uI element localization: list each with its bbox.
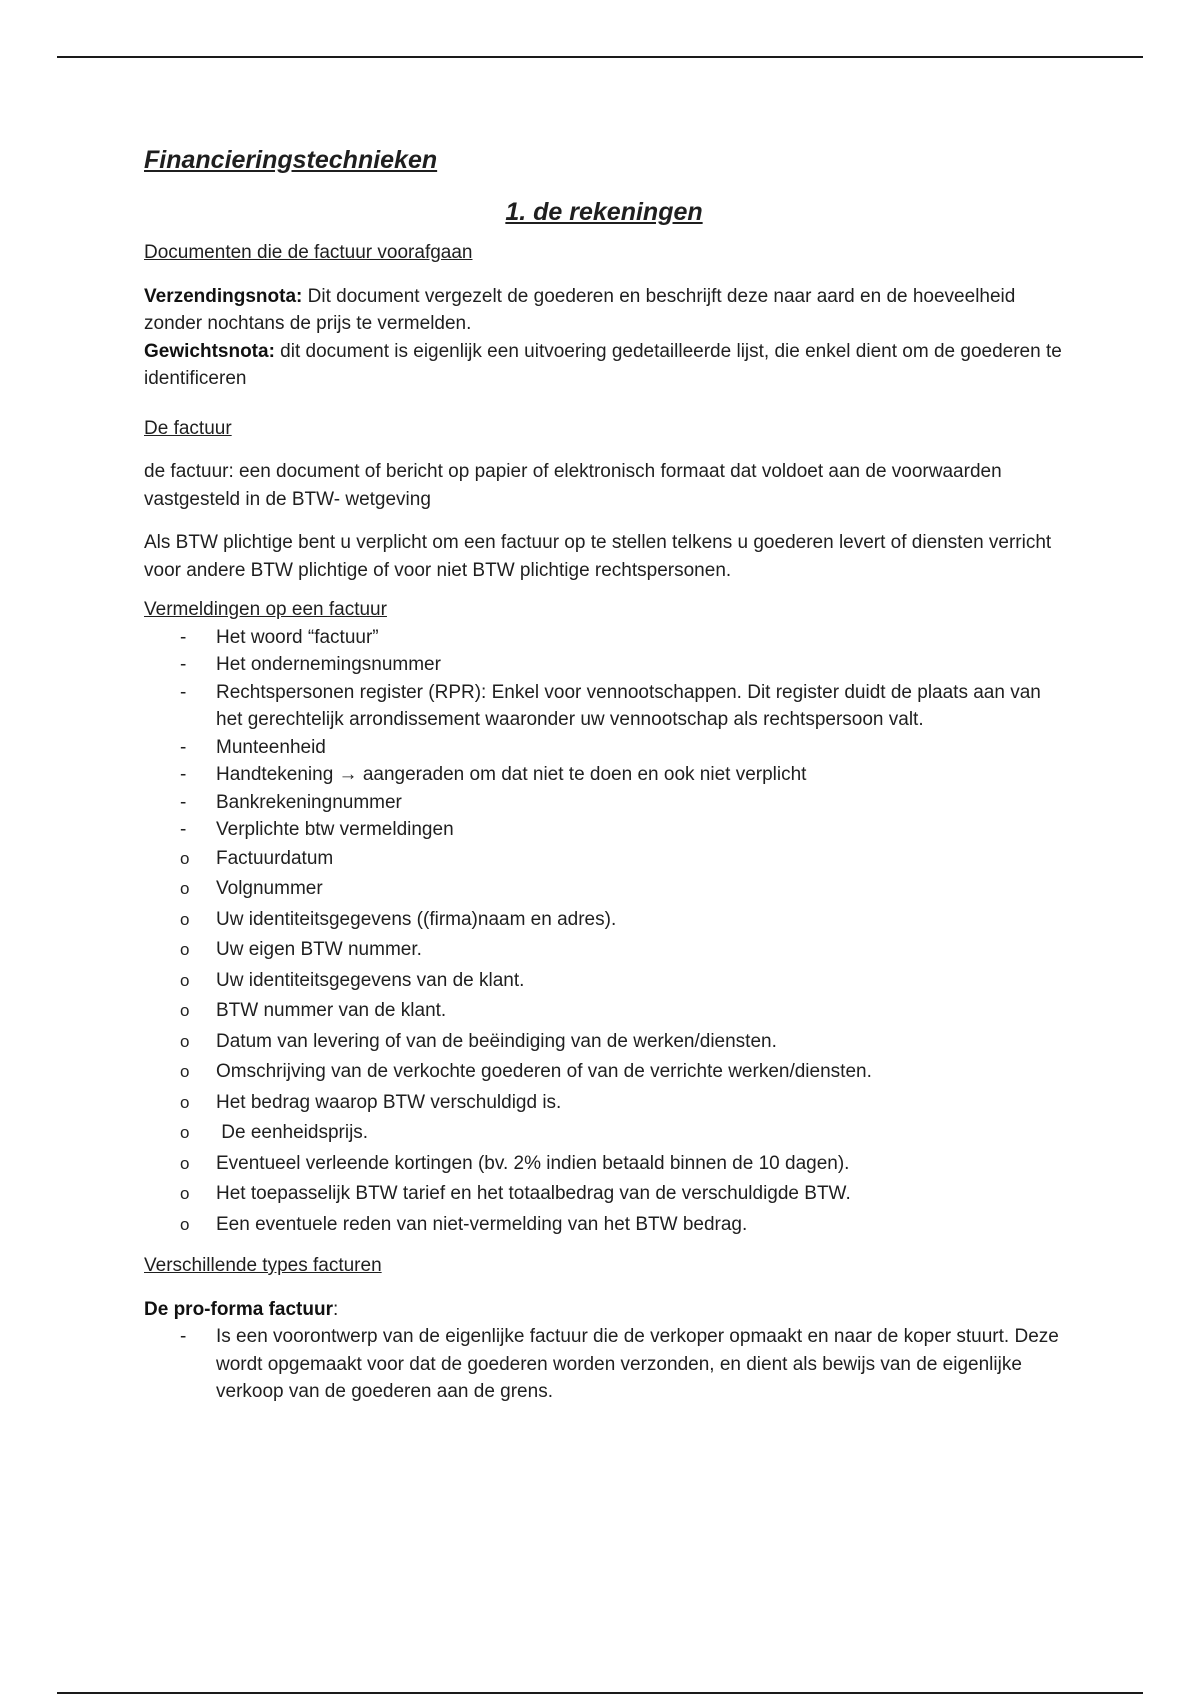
sublist-item: o Omschrijving van de verkochte goederen of van de verrichte werken/diensten. xyxy=(216,1057,1064,1088)
section-heading-factuur: De factuur xyxy=(144,417,232,439)
sublist-item: o Uw eigen BTW nummer. xyxy=(216,935,1064,966)
section-heading-documents: Documenten die de factuur voorafgaan xyxy=(144,242,473,263)
list-item: - Verplichte btw vermeldingen xyxy=(216,816,1064,844)
list-item: - Het woord “factuur” xyxy=(216,624,1064,652)
document-title: Financieringstechnieken xyxy=(144,146,438,174)
list-item: - Munteenheid xyxy=(216,734,1064,762)
sublist-item: o BTW nummer van de klant. xyxy=(216,996,1064,1027)
paragraph-proforma-label xyxy=(144,1296,1064,1324)
paragraph-verzendingsnota xyxy=(144,283,1064,338)
chapter-title: 1. de rekeningen xyxy=(505,198,703,226)
sublist-item: o Uw identiteitsgegevens van de klant. xyxy=(216,966,1064,997)
sublist-item: o De eenheidsprijs. xyxy=(216,1118,1064,1149)
sublist-item: o Volgnummer xyxy=(216,874,1064,905)
vermeldingen-list xyxy=(144,624,1064,844)
list-item: - Rechtspersonen register (RPR): Enkel voor vennootschappen. Dit register duidt de plaats aan van het gerechtelijk arrondissement waaronder uw vennootschap als rechtspersoon valt. xyxy=(216,679,1064,734)
list-item: - Bankrekeningnummer xyxy=(216,789,1064,817)
sublist-item: o Het bedrag waarop BTW verschuldigd is. xyxy=(216,1088,1064,1119)
list-item: - Is een voorontwerp van de eigenlijke factuur die de verkoper opmaakt en naar de koper stuurt. Deze wordt opgemaakt voor dat de goederen worden verzonden, en dient als bewijs van de eigenlijke verkoop van de goederen aan de grens. xyxy=(216,1323,1064,1406)
sublist-item: o Eventueel verleende kortingen (bv. 2% indien betaald binnen de 10 dagen). xyxy=(216,1149,1064,1180)
header-rule xyxy=(57,56,1143,58)
proforma-list xyxy=(144,1323,1064,1406)
sublist-item: o Datum van levering of van de beëindiging van de werken/diensten. xyxy=(216,1027,1064,1058)
sublist-item: o Een eventuele reden van niet-vermelding van het BTW bedrag. xyxy=(216,1210,1064,1241)
term-proforma: De pro-forma factuur xyxy=(144,1298,333,1320)
document-page xyxy=(144,140,1064,1406)
list-item: - Handtekening → aangeraden om dat niet te doen en ook niet verplicht xyxy=(216,761,1064,789)
section-heading-vermeldingen: Vermeldingen op een factuur xyxy=(144,599,387,620)
list-item: - Het ondernemingsnummer xyxy=(216,651,1064,679)
term-verzendingsnota: Verzendingsnota: xyxy=(144,285,303,307)
btw-vermeldingen-sublist xyxy=(144,844,1064,1241)
definition-verzendingsnota: Dit document vergezelt de goederen en beschrijft deze naar aard en de hoeveelheid zonder nochtans de prijs te vermelden. xyxy=(144,285,1016,334)
paragraph-factuur-definition: de factuur: een document of bericht op papier of elektronisch formaat dat voldoet aan de voorwaarden vastgesteld in de BTW- wetgeving xyxy=(144,461,1002,510)
sublist-item: o Uw identiteitsgegevens ((firma)naam en adres). xyxy=(216,905,1064,936)
definition-gewichtsnota: dit document is eigenlijk een uitvoering gedetailleerde lijst, die enkel dient om de goederen te identificeren xyxy=(144,340,1062,389)
paragraph-btw-plichtige: Als BTW plichtige bent u verplicht om een factuur op te stellen telkens u goederen levert of diensten verricht voor andere BTW plichtige of voor niet BTW plichtige rechtspersonen. xyxy=(144,532,1052,581)
footer-rule xyxy=(57,1692,1143,1694)
sublist-item: o Factuurdatum xyxy=(216,844,1064,875)
section-heading-types: Verschillende types facturen xyxy=(144,1255,382,1276)
proforma-colon: : xyxy=(332,1298,339,1320)
sublist-item: o Het toepasselijk BTW tarief en het totaalbedrag van de verschuldigde BTW. xyxy=(216,1179,1064,1210)
paragraph-gewichtsnota xyxy=(144,338,1064,393)
term-gewichtsnota: Gewichtsnota: xyxy=(144,340,275,362)
